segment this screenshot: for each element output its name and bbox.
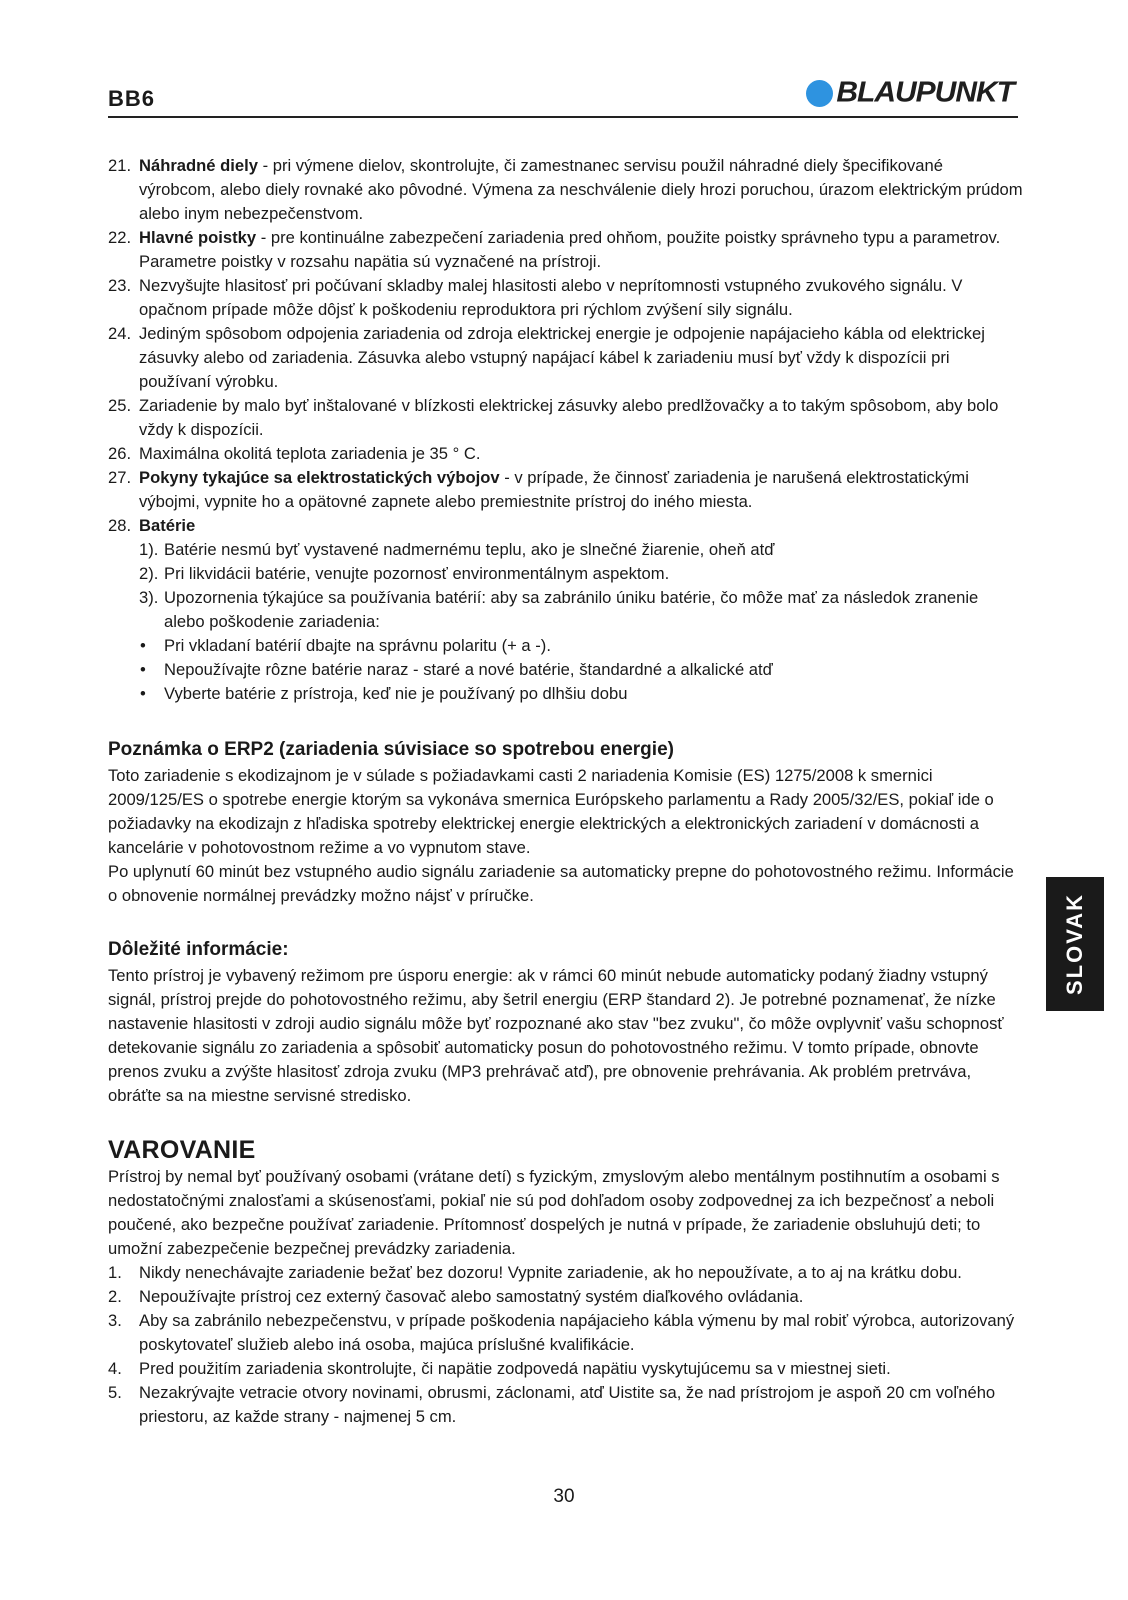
- list-item: [108, 1381, 1023, 1429]
- battery-bullet-list: [139, 634, 1023, 706]
- brand-logo: [806, 76, 1014, 110]
- list-item: [139, 586, 1023, 634]
- language-tab: [1046, 877, 1104, 1011]
- list-item: [108, 1309, 1023, 1357]
- list-item: [108, 322, 1023, 394]
- item-text: Zariadenie by malo byť inštalované v blízkosti elektrickej zásuvky alebo predlžovačky a to takým spôsobom, aby bolo vždy k dispozícii.: [139, 396, 999, 439]
- language-label: SLOVAK: [1062, 892, 1088, 996]
- list-item: [108, 274, 1023, 322]
- list-item: [139, 562, 1023, 586]
- item-number: 5.: [108, 1383, 122, 1402]
- item-text: - pri výmene dielov, skontrolujte, či zamestnanec servisu použil náhradné diely špecifikované výrobcom, alebo diely rovnaké ako pôvodné. Výmena za neschválenie diely hrozi poruchou, úrazom elektrickým prúdom alebo inym nebezpečenstvom.: [139, 156, 1023, 223]
- item-number: 1.: [108, 1263, 122, 1282]
- page-header: [108, 76, 1018, 118]
- list-item: [139, 658, 1023, 682]
- item-text: Batérie nesmú byť vystavené nadmernému teplu, ako je slnečné žiarenie, oheň atď: [164, 540, 775, 559]
- item-number: 26.: [108, 444, 132, 463]
- list-item: [108, 466, 1023, 514]
- item-title: Pokyny tykajúce sa elektrostatických výbojov: [139, 468, 500, 487]
- list-item: [108, 394, 1023, 442]
- item-text: Pri likvidácii batérie, venujte pozornosť environmentálnym aspektom.: [164, 564, 670, 583]
- item-text: Nezakrývajte vetracie otvory novinami, obrusmi, záclonami, atď Uistite sa, že nad prístrojom je aspoň 20 cm voľného priestoru, az každe strany - najmenej 5 cm.: [139, 1383, 996, 1426]
- item-text: - pre kontinuálne zabezpečení zariadenia pred ohňom, použite poistky správneho typu a parametrov. Parametre poistky v rozsahu napätia sú vyznačené na prístroji.: [139, 228, 1001, 271]
- page-content: [108, 154, 1023, 1429]
- important-heading: Dôležité informácie:: [108, 939, 289, 960]
- item-number: 28.: [108, 516, 132, 535]
- important-paragraph: Tento prístroj je vybavený režimom pre úsporu energie: ak v rámci 60 minút nebude automaticky podaný žiadny vstupný signál, prístroj prejde do pohotovostného režimu, aby šetril energiu (ERP štandard 2). Je potrebné poznamenať, že nízke nastavenie hlasitosti v zdroji audio signálu môže byť rozpoznané ako stav "bez zvuku", čo môže ovplyvniť vašu schopnosť detekovanie signálu zo zariadenia a spôsobiť automaticky posun do pohotovostného režimu. V tomto prípade, obnovte prenos zvuku a zvýšte hlasitosť zdroja zvuku (MP3 prehrávač atď), pre obnovenie prehrávania. Ak problém pretrváva, obráťte sa na miestne servisné stredisko.: [108, 966, 1004, 1105]
- list-item: [108, 226, 1023, 274]
- item-number: 1).: [139, 540, 159, 559]
- item-text: Nezvyšujte hlasitosť pri počúvaní skladby malej hlasitosti alebo v neprítomnosti vstupného zvukového signálu. V opačnom prípade môže dôjsť k poškodeniu reproduktora pri rýchlom zvýšení sily signálu.: [139, 276, 963, 319]
- list-item: [139, 634, 1023, 658]
- item-text: Aby sa zabránilo nebezpečenstvu, v prípade poškodenia napájacieho kábla výmenu by mal robiť výrobca, autorizovaný poskytovateľ služieb alebo iná osoba, majúca príslušné kvalifikácie.: [139, 1311, 1015, 1354]
- brand-dot-icon: [806, 80, 833, 107]
- warning-heading: VAROVANIE: [108, 1136, 256, 1164]
- list-item: [108, 1285, 1023, 1309]
- item-text: Pri vkladaní batérií dbajte na správnu polaritu (+ a -).: [164, 636, 551, 655]
- bullet-icon: •: [140, 636, 146, 655]
- item-text: Jediným spôsobom odpojenia zariadenia od zdroja elektrickej energie je odpojenie napájacieho kábla od elektrickej zásuvky alebo od zariadenia. Zásuvka alebo vstupný napájací kábel k zariadeniu musí byť vždy k dispozícii pri používaní výrobku.: [139, 324, 985, 391]
- item-title: Náhradné diely: [139, 156, 258, 175]
- item-number: 2.: [108, 1287, 122, 1306]
- list-item: [108, 1357, 1023, 1381]
- item-number: 27.: [108, 468, 132, 487]
- erp-paragraph: Po uplynutí 60 minút bez vstupného audio signálu zariadenie sa automaticky prepne do pohotovostného režimu. Informácie o obnovenie normálnej prevádzky možno nájsť v príručke.: [108, 862, 1014, 905]
- brand-name: BLAUPUNKT: [836, 76, 1014, 109]
- item-text: Pred použitím zariadenia skontrolujte, či napätie zodpovedá napätiu vyskytujúcemu sa v miestnej sieti.: [139, 1359, 891, 1378]
- list-item: [108, 1261, 1023, 1285]
- item-number: 22.: [108, 228, 132, 247]
- erp-paragraph: Toto zariadenie s ekodizajnom je v súlade s požiadavkami casti 2 nariadenia Komisie (ES) 1275/2008 k smernici 2009/125/ES o spotrebe energie ktorým sa vykonáva smernica Európskeho parlamentu a Rady 2005/32/ES, pokiaľ ide o požiadavky na ekodizajn z hľadiska spotreby elektrickej energie elektrických a elektronických zariadení v domácnosti a kancelárie v pohotovostnom režime a vo vypnutom stave.: [108, 766, 994, 857]
- item-text: Upozornenia týkajúce sa používania batérií: aby sa zabránilo úniku batérie, čo môže mať za následok zranenie alebo poškodenie zariadenia:: [164, 588, 979, 631]
- battery-list: [139, 538, 1023, 634]
- bullet-icon: •: [140, 660, 146, 679]
- list-item: [108, 154, 1023, 226]
- list-item: [139, 682, 1023, 706]
- item-number: 3.: [108, 1311, 122, 1330]
- item-number: 25.: [108, 396, 132, 415]
- item-text: Nikdy nenechávajte zariadenie bežať bez dozoru! Vypnite zariadenie, ak ho nepoužívate, a to aj na krátku dobu.: [139, 1263, 962, 1282]
- page-number: 30: [553, 1486, 575, 1507]
- item-text: - v prípade, že činnosť zariadenia je narušená elektrostatickými výbojmi, vypnite ho a opätovné zapnete alebo premiestnite prístroj do iného miesta.: [139, 468, 969, 511]
- list-item: [108, 514, 1023, 706]
- item-text: Nepoužívajte rôzne batérie naraz - staré a nové batérie, štandardné a alkalické atď: [164, 660, 773, 679]
- warning-paragraph: Prístroj by nemal byť používaný osobami (vrátane detí) s fyzickým, zmyslovým alebo mentálnym postihnutím a osobami s nedostatočnými znalosťami a skúsenosťami, pokiaľ nie sú pod dohľadom osoby zodpovednej za ich bezpečnosť a neboli poučené, ako bezpečne používať zariadenie. Prítomnosť dospelých je nutná v prípade, že zariadenie obsluhujú deti; to umožní zabezpečenie bezpečnej prevádzky zariadenia.: [108, 1167, 1000, 1258]
- item-number: 24.: [108, 324, 132, 343]
- item-number: 2).: [139, 564, 159, 583]
- safety-rules-list: [108, 154, 1023, 706]
- item-text: Vyberte batérie z prístroja, keď nie je používaný po dlhšiu dobu: [164, 684, 628, 703]
- item-number: 23.: [108, 276, 132, 295]
- item-text: Maximálna okolitá teplota zariadenia je 35 ° C.: [139, 444, 481, 463]
- warning-list: [108, 1261, 1023, 1429]
- item-number: 4.: [108, 1359, 122, 1378]
- erp-heading: Poznámka o ERP2 (zariadenia súvisiace so spotrebou energie): [108, 739, 674, 760]
- item-title: Batérie: [139, 516, 196, 535]
- item-number: 21.: [108, 156, 132, 175]
- list-item: [139, 538, 1023, 562]
- item-number: 3).: [139, 588, 159, 607]
- bullet-icon: •: [140, 684, 146, 703]
- item-text: Nepoužívajte prístroj cez externý časovač alebo samostatný systém diaľkového ovládania.: [139, 1287, 804, 1306]
- list-item: [108, 442, 1023, 466]
- model-name: BB6: [108, 86, 156, 111]
- item-title: Hlavné poistky: [139, 228, 257, 247]
